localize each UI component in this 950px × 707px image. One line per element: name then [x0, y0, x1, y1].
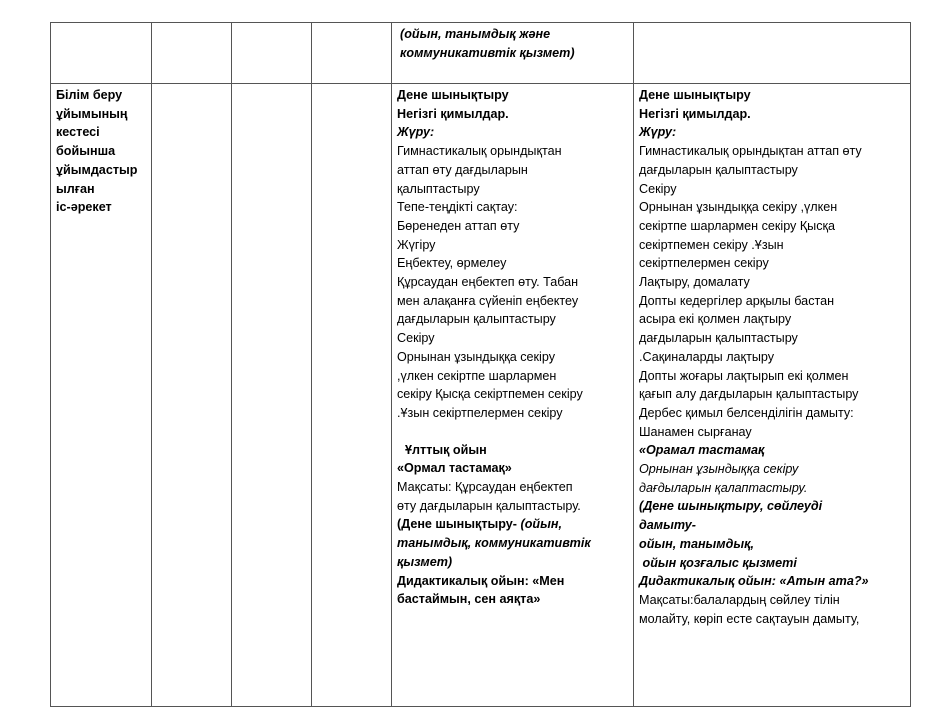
exercise-list — [397, 142, 629, 423]
exercise-line: мен алақанға сүйеніп еңбектеу — [397, 293, 579, 308]
section-subheading: Негізгі қимылдар. — [397, 106, 509, 121]
purpose-line: Мақсаты:балалардың сөйлеу тілін — [639, 592, 840, 607]
exercise-list — [639, 142, 906, 441]
exercise-line: асыра екі қолмен лақтыру — [639, 312, 792, 327]
purpose-line: өту дағдыларын қалыптастыру. — [397, 498, 581, 513]
exercise-line: Гимнастикалық орындықтан — [397, 144, 562, 159]
italic-line: Орнынан ұзындыққа секіру — [639, 462, 799, 477]
section-heading: Дене шынықтыру — [639, 88, 751, 102]
row-label-line: ұйымының — [56, 106, 128, 121]
exercise-line: Шанамен сырғанау — [639, 424, 752, 439]
exercise-line: қағып алу дағдыларын қалыптастыру — [639, 387, 859, 402]
table-cell — [232, 84, 312, 707]
day-cell-5 — [392, 84, 634, 707]
exercise-line: Тепе-теңдікті сақтау: — [397, 200, 518, 215]
exercise-line: Гимнастикалық орындықтан аттап өту — [639, 144, 862, 159]
purpose-line: молайту, көріп есте сақтауын дамыту, — [639, 611, 860, 626]
table-cell — [51, 23, 152, 84]
activity-line: (Дене шынықтыру, сөйлеуді — [639, 499, 823, 514]
didactic-line: Дидактикалық ойын: «Атын ата?» — [639, 574, 869, 589]
activity-line: (Дене шынықтыру- (ойын, — [397, 517, 562, 532]
activity-note: (ойын, танымдық және — [400, 27, 551, 41]
table-cell — [232, 23, 312, 84]
exercise-line: .Ұзын секіртпелермен секіру — [397, 405, 563, 420]
game-name: «Орамал тастамақ — [639, 443, 765, 458]
table-cell — [152, 23, 232, 84]
activity-note: коммуникативтік қызмет) — [400, 45, 575, 60]
exercise-line: ,үлкен секіртпе шарлармен — [397, 368, 557, 383]
exercise-line: Орнынан ұзындыққа секіру — [397, 349, 555, 364]
exercise-line: дағдыларын қалыптастыру — [639, 331, 798, 346]
exercise-line: Допты кедергілер арқылы бастан — [639, 293, 835, 308]
table-row — [51, 84, 911, 707]
section-heading: Дене шынықтыру — [397, 88, 509, 102]
exercise-line: Секіру — [397, 331, 435, 346]
activity-line: танымдық, коммуникативтік — [397, 536, 591, 551]
exercise-line: қалыптастыру — [397, 181, 480, 196]
exercise-line: Лақтыру, домалату — [639, 275, 750, 290]
exercise-line: Жүгіру — [397, 237, 436, 252]
didactic-line: бастаймын, сен аяқта» — [397, 592, 541, 607]
table-cell — [392, 23, 634, 84]
game-title: Ұлттық ойын — [405, 442, 487, 457]
exercise-line: секіртпемен секіру .Ұзын — [639, 237, 784, 252]
exercise-line: Бөренеден аттап өту — [397, 218, 520, 233]
exercise-line: Құрсаудан еңбектеп өту. Табан — [397, 275, 579, 290]
exercise-line: .Сақиналарды лақтыру — [639, 349, 775, 364]
game-name: «Ормал тастамақ» — [397, 461, 512, 476]
exercise-line: дағдыларын қалыптастыру — [639, 162, 798, 177]
exercise-line: секіртпелермен секіру — [639, 256, 769, 271]
activity-line: дамыту- — [639, 518, 696, 533]
table-row — [51, 23, 911, 84]
plan-table — [50, 22, 911, 707]
section-walk: Жүру: — [397, 125, 435, 140]
exercise-line: Допты жоғары лақтырып екі қолмен — [639, 368, 849, 383]
section-subheading: Негізгі қимылдар. — [639, 106, 751, 121]
table-cell — [312, 23, 392, 84]
row-label-line: іс-әрекет — [56, 200, 112, 215]
activity-line: ойын, танымдық, — [639, 536, 755, 551]
didactic-line: Дидактикалық ойын: «Мен — [397, 573, 565, 588]
exercise-line: Орнынан ұзындыққа секіру ,үлкен — [639, 200, 838, 215]
italic-line: дағдыларын қалаптастыру. — [639, 480, 808, 495]
day-cell-6 — [634, 84, 911, 707]
exercise-line: Еңбектеу, өрмелеу — [397, 256, 507, 271]
row-label-line: ұйымдастыр — [56, 162, 138, 177]
exercise-line: Секіру — [639, 181, 677, 196]
table-cell — [152, 84, 232, 707]
exercise-line: дағдыларын қалыптастыру — [397, 312, 556, 327]
row-label-line: кестесі — [56, 125, 100, 140]
exercise-line: секіртпе шарлармен секіру Қысқа — [639, 218, 836, 233]
exercise-line: секіру Қысқа секіртпемен секіру — [397, 387, 583, 402]
row-label-cell — [51, 84, 152, 707]
exercise-line: Дербес қимыл белсенділігін дамыту: — [639, 405, 854, 420]
purpose-line: Мақсаты: Құрсаудан еңбектеп — [397, 480, 573, 495]
row-label-line: Білім беру — [56, 88, 123, 102]
row-label-line: бойынша — [56, 144, 116, 159]
section-walk: Жүру: — [639, 125, 677, 140]
table-cell — [312, 84, 392, 707]
activity-line: қызмет) — [397, 554, 453, 569]
activity-line: ойын қозғалыс қызметі — [639, 555, 797, 570]
table-cell — [634, 23, 911, 84]
exercise-line: аттап өту дағдыларын — [397, 162, 528, 177]
row-label-line: ылған — [56, 181, 95, 196]
